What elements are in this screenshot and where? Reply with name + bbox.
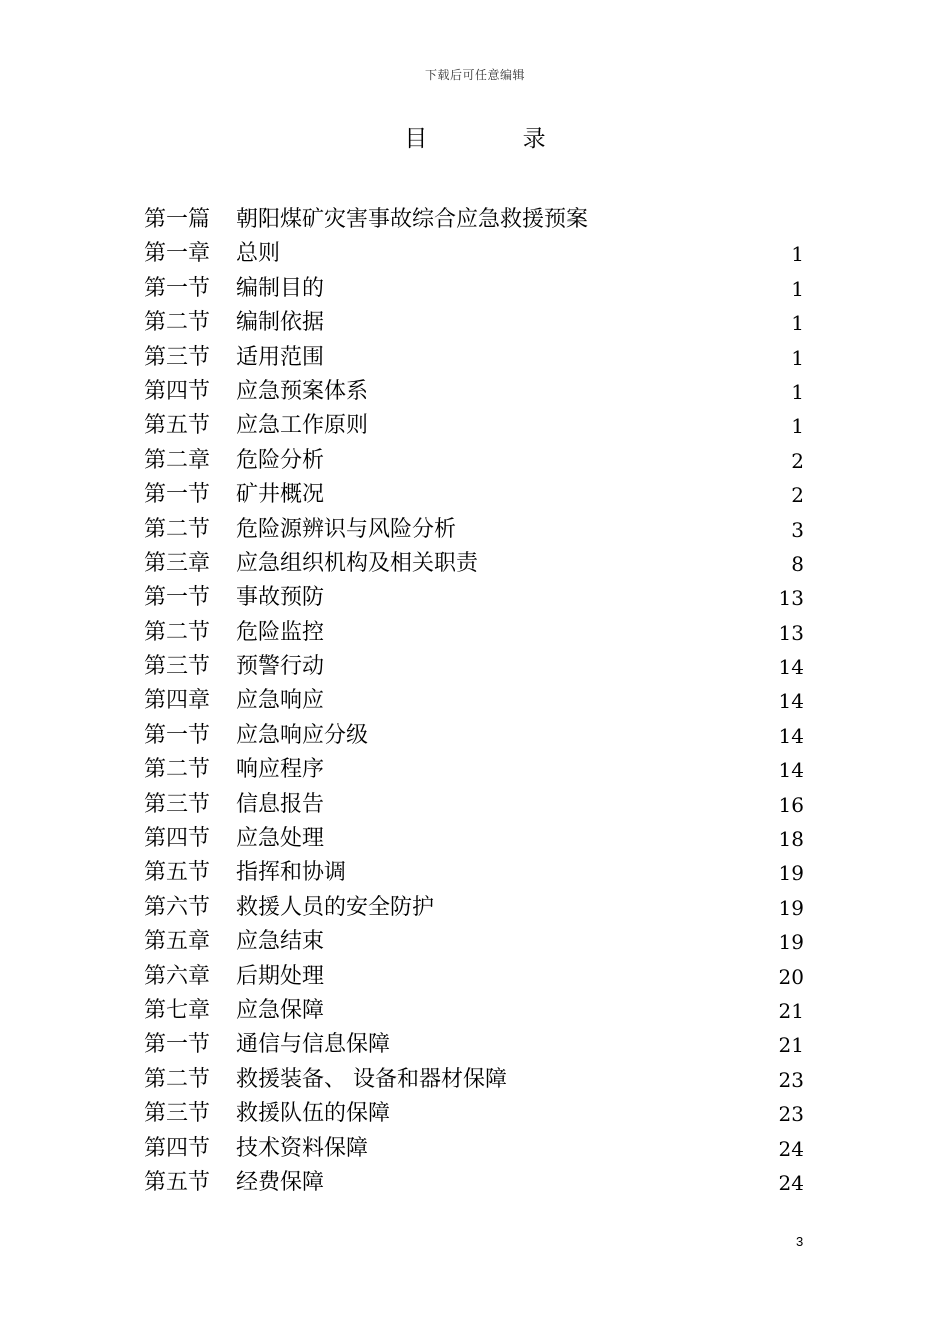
- toc-entry-page: 14: [778, 689, 804, 714]
- toc-entry-title: 应急工作原则: [236, 413, 369, 439]
- toc-entry-title: 危险分析: [236, 447, 325, 473]
- toc-entry-label: 第一章: [144, 241, 211, 267]
- toc-entry-label: 第六章: [144, 963, 211, 989]
- toc-entry-label: 第五章: [144, 929, 211, 955]
- toc-entry-title: 信息报告: [236, 791, 325, 817]
- toc-entry-title: 事故预防: [236, 585, 325, 611]
- toc-entry-page: 19: [778, 895, 804, 920]
- toc-entry-page: 1: [791, 414, 804, 439]
- toc-entry-title: 总则: [236, 241, 281, 267]
- toc-entry-title: 朝阳煤矿灾害事故综合应急救援预案: [236, 207, 589, 232]
- toc-entry-page: 1: [791, 311, 804, 336]
- toc-entry-title: 应急响应: [236, 688, 325, 714]
- toc-entry-page: 2: [791, 483, 804, 508]
- toc-entry-title: 经费保障: [236, 1169, 325, 1195]
- toc-entry[interactable]: [144, 513, 806, 547]
- toc-entry-page: 24: [778, 1170, 804, 1195]
- toc-entry-title: 适用范围: [236, 344, 325, 370]
- toc-entry[interactable]: [144, 960, 806, 994]
- toc-entry-page: 21: [778, 1033, 804, 1058]
- toc-entry-page: 16: [778, 792, 804, 817]
- toc-entry[interactable]: [144, 409, 806, 443]
- toc-entry-label: 第三节: [144, 344, 211, 370]
- toc-entry-label: 第二节: [144, 1066, 211, 1092]
- toc-entry-page: 14: [778, 655, 804, 680]
- toc-entry-page: 1: [791, 345, 804, 370]
- toc-entry[interactable]: [144, 650, 806, 684]
- toc-entry-label: 第五节: [144, 1169, 211, 1195]
- toc-entry[interactable]: [144, 1063, 806, 1097]
- toc-entry-page: 23: [778, 1102, 804, 1127]
- toc-entry[interactable]: [144, 203, 806, 237]
- toc-entry-title: 指挥和协调: [236, 860, 347, 886]
- toc-entry[interactable]: [144, 1132, 806, 1166]
- toc-entry-page: 2: [791, 448, 804, 473]
- toc-entry-title: 矿井概况: [236, 482, 325, 508]
- toc-entry[interactable]: [144, 478, 806, 512]
- toc-entry-label: 第一节: [144, 482, 211, 508]
- toc-entry-label: 第五节: [144, 860, 211, 886]
- page-number: 3: [796, 1234, 804, 1249]
- toc-entry[interactable]: [144, 856, 806, 890]
- toc-entry-page: 19: [778, 861, 804, 886]
- toc-entry-label: 第二章: [144, 447, 211, 473]
- toc-entry[interactable]: [144, 237, 806, 271]
- toc-entry-title: 后期处理: [236, 963, 325, 989]
- toc-entry-page: 1: [791, 379, 804, 404]
- toc-entry-label: 第四节: [144, 826, 211, 852]
- toc-entry-title: 救援人员的安全防护: [236, 894, 435, 920]
- toc-entry-label: 第三节: [144, 791, 211, 817]
- toc-entry[interactable]: [144, 822, 806, 856]
- toc-entry-title: 响应程序: [236, 757, 325, 783]
- toc-entry[interactable]: [144, 581, 806, 615]
- toc-entry-title: 危险监控: [236, 619, 325, 645]
- table-of-contents: [144, 203, 806, 1200]
- toc-entry[interactable]: [144, 1097, 806, 1131]
- toc-entry-label: 第二节: [144, 757, 211, 783]
- toc-entry-page: 13: [778, 620, 804, 645]
- toc-entry[interactable]: [144, 719, 806, 753]
- header-note: 下载后可任意编辑: [424, 68, 525, 82]
- toc-entry-label: 第二节: [144, 516, 211, 542]
- toc-entry-page: 1: [791, 276, 804, 301]
- toc-entry[interactable]: [144, 341, 806, 375]
- toc-entry-title: 技术资料保障: [236, 1135, 369, 1161]
- toc-entry-label: 第五节: [144, 413, 211, 439]
- toc-entry[interactable]: [144, 891, 806, 925]
- toc-entry[interactable]: [144, 444, 806, 478]
- toc-entry[interactable]: [144, 1166, 806, 1200]
- toc-entry-label: 第二节: [144, 310, 211, 336]
- toc-entry-title: 应急保障: [236, 997, 325, 1023]
- toc-entry-title: 预警行动: [236, 654, 325, 680]
- toc-entry-page: 14: [778, 758, 804, 783]
- toc-entry[interactable]: [144, 375, 806, 409]
- toc-entry-page: 20: [778, 964, 804, 989]
- toc-entry-page: 13: [778, 586, 804, 611]
- toc-entry-title: 编制目的: [236, 275, 325, 301]
- toc-entry-page: 19: [778, 930, 804, 955]
- toc-entry-label: 第三章: [144, 550, 211, 576]
- toc-entry-title: 危险源辨识与风险分析: [236, 516, 457, 542]
- toc-entry-label: 第七章: [144, 997, 211, 1023]
- toc-entry-label: 第六节: [144, 894, 211, 920]
- toc-entry[interactable]: [144, 994, 806, 1028]
- toc-entry-page: 21: [778, 998, 804, 1023]
- toc-entry[interactable]: [144, 1028, 806, 1062]
- toc-entry-label: 第三节: [144, 1101, 211, 1127]
- toc-entry-title: 通信与信息保障: [236, 1032, 391, 1058]
- toc-entry-page: 14: [778, 723, 804, 748]
- toc-entry[interactable]: [144, 616, 806, 650]
- toc-entry-title: 应急预案体系: [236, 378, 369, 404]
- toc-entry[interactable]: [144, 925, 806, 959]
- toc-entry-title: 应急结束: [236, 929, 325, 955]
- toc-entry[interactable]: [144, 306, 806, 340]
- toc-entry-label: 第一节: [144, 585, 211, 611]
- toc-entry[interactable]: [144, 547, 806, 581]
- toc-entry-label: 第一节: [144, 722, 211, 748]
- toc-entry-label: 第三节: [144, 654, 211, 680]
- toc-entry[interactable]: [144, 684, 806, 718]
- toc-entry-title: 救援装备、 设备和器材保障: [236, 1066, 507, 1092]
- toc-entry-page: 1: [791, 242, 804, 267]
- toc-entry[interactable]: [144, 788, 806, 822]
- toc-entry-label: 第一节: [144, 275, 211, 301]
- toc-entry-label: 第四节: [144, 378, 211, 404]
- toc-entry-label: 第四章: [144, 688, 211, 714]
- toc-entry-title: 应急处理: [236, 826, 325, 852]
- toc-entry-label: 第一篇: [144, 207, 211, 232]
- toc-entry-title: 编制依据: [236, 310, 325, 336]
- toc-entry-page: 24: [778, 1136, 804, 1161]
- toc-entry-title: 应急响应分级: [236, 722, 369, 748]
- toc-entry[interactable]: [144, 272, 806, 306]
- toc-entry-label: 第四节: [144, 1135, 211, 1161]
- toc-entry-label: 第一节: [144, 1032, 211, 1058]
- toc-entry-page: 18: [778, 827, 804, 852]
- page-title: 目 录: [404, 126, 590, 152]
- toc-entry-page: 3: [791, 517, 804, 542]
- toc-entry[interactable]: [144, 753, 806, 787]
- toc-entry-title: 救援队伍的保障: [236, 1101, 391, 1127]
- toc-entry-label: 第二节: [144, 619, 211, 645]
- toc-entry-page: 23: [778, 1067, 804, 1092]
- toc-entry-title: 应急组织机构及相关职责: [236, 550, 479, 576]
- toc-entry-page: 8: [791, 551, 804, 576]
